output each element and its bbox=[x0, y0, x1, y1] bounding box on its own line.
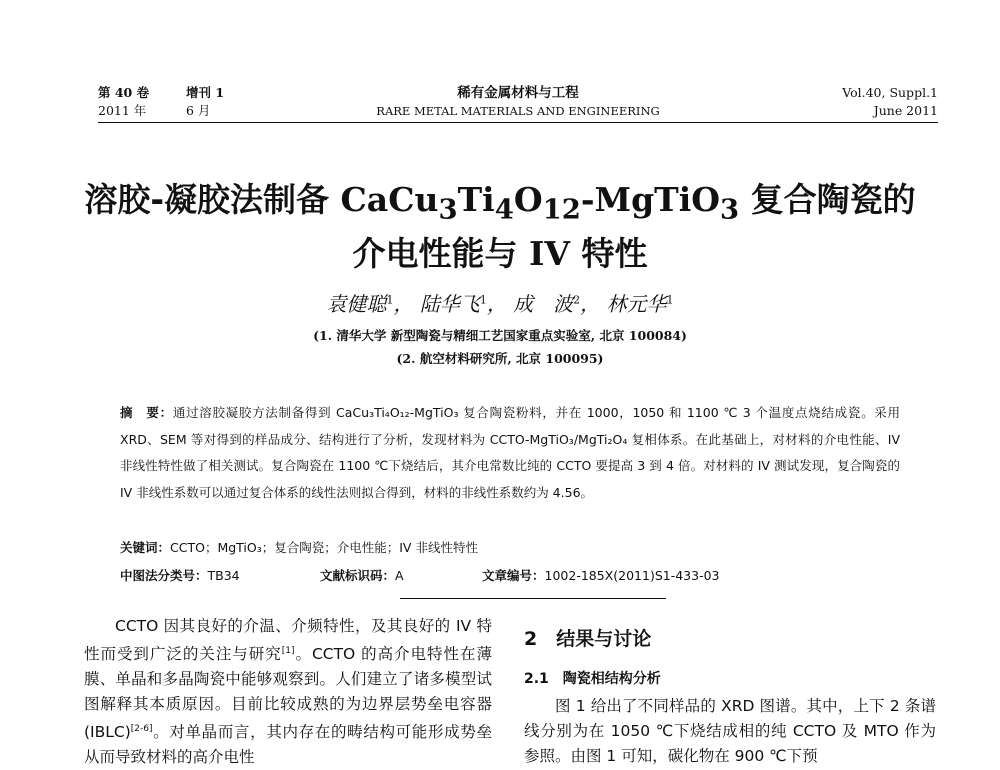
author-1: 袁健聪 bbox=[326, 292, 387, 316]
body-left-column bbox=[84, 614, 492, 770]
header-vol-en: Vol.40, Suppl.1 bbox=[842, 85, 938, 100]
author-4: 林元华 bbox=[606, 292, 667, 316]
title-formula: $CaCu_3Ti_4O_{12}-MgTiO_3$ bbox=[340, 180, 740, 226]
author-2: 陆华飞 bbox=[419, 292, 480, 316]
header-volume: 第 40 卷 bbox=[98, 85, 150, 100]
title-line-2 bbox=[60, 232, 940, 276]
author-2-affil: 1 bbox=[479, 293, 487, 307]
abstract-label: 摘 要： bbox=[120, 405, 173, 420]
classification-line bbox=[120, 566, 900, 584]
author-4-affil: 1 bbox=[666, 293, 674, 307]
title-line-1 bbox=[60, 178, 940, 232]
affiliation-2: (2. 航空材料研究所, 北京 100095) bbox=[396, 351, 604, 366]
article-number-value: 1002-185X(2011)S1-433-03 bbox=[544, 568, 720, 583]
title-part-4: 特性 bbox=[570, 233, 648, 273]
results-paragraph: 图 1 给出了不同样品的 XRD 图谱。其中，上下 2 条谱线分别为在 1050 ℃下烧结成相的纯 CCTO 及 MTO 作为参照。由图 1 可知，碳化物在 900 ℃下预 bbox=[524, 697, 936, 765]
article-number bbox=[482, 566, 720, 584]
author-3-affil: 2 bbox=[573, 293, 581, 307]
keywords-text: CCTO；MgTiO₃；复合陶瓷；介电性能；IV 非线性特性 bbox=[170, 540, 478, 555]
abstract-text: 通过溶胶凝胶方法制备得到 CaCu₃Ti₄O₁₂-MgTiO₃ 复合陶瓷粉料，并在 1000，1050 和 1100 ℃ 3 个温度点烧结成瓷。采用 XRD、SEM 等对得到的样品成分、结构进行了分析，发现材料为 CCTO-MgTiO₃/MgTi₂O₄ 复相体系。在此基础上，对材料的介电性能、IV 非线性特性做了相关测试。复合陶瓷在 1100 ℃下烧结后，其介电常数比纯的 CCTO 要提高 3 到 4 倍。对材料的 IV 测试发现，复合陶瓷的 IV 非线性系数可以通过复合体系的线性法则拟合得到，材料的非线性系数约为 4.56。 bbox=[120, 405, 900, 500]
section-divider bbox=[400, 598, 666, 599]
header-journal-cn: 稀有金属材料与工程 bbox=[457, 85, 579, 101]
intro-paragraph: CCTO 因其良好的介温、介频特性，及其良好的 IV 特性而受到广泛的关注与研究[1]。CCTO 的高介电特性在薄膜、单晶和多晶陶瓷中能够观察到。人们建立了诸多模型试图解释其本质原因。目前比较成熟的为边界层势垒电容器(IBLC)[2-6]。对单晶而言，其内存在的畴结构可能形成势垒从而导致材料的高介电性 bbox=[84, 617, 492, 767]
doc-code-value: A bbox=[395, 568, 404, 583]
header-date-en: June 2011 bbox=[873, 103, 938, 118]
header-vol-block bbox=[842, 84, 938, 120]
section-heading-results: 2 结果与讨论 bbox=[524, 628, 652, 650]
doc-code bbox=[320, 566, 404, 584]
keywords bbox=[120, 538, 478, 556]
body-right-column bbox=[524, 694, 936, 769]
clc-value: TB34 bbox=[207, 568, 240, 583]
title-part-1: 溶胶-凝胶法制备 bbox=[84, 180, 341, 219]
affiliation-1: (1. 清华大学 新型陶瓷与精细工艺国家重点实验室, 北京 100084) bbox=[313, 328, 687, 343]
header-journal-en: RARE METAL MATERIALS AND ENGINEERING bbox=[376, 104, 660, 118]
author-1-affil: 1 bbox=[386, 293, 394, 307]
keywords-label: 关键词： bbox=[120, 540, 171, 555]
title-part-3: 介电性能与 bbox=[352, 233, 529, 273]
header-journal-block bbox=[98, 84, 938, 120]
article-number-label: 文章编号： bbox=[482, 568, 545, 583]
subsection-heading-phase: 2.1 陶瓷相结构分析 bbox=[524, 671, 661, 687]
author-3: 成 波 bbox=[513, 292, 574, 316]
paper-title bbox=[60, 178, 940, 276]
header-issue: 增刊 1 bbox=[186, 85, 225, 100]
header-year: 2011 年 bbox=[98, 103, 147, 118]
title-part-2: 复合陶瓷的 bbox=[739, 180, 916, 219]
clc-label: 中图法分类号： bbox=[120, 568, 208, 583]
header-month: 6 月 bbox=[186, 103, 211, 118]
doc-code-label: 文献标识码： bbox=[320, 568, 396, 583]
abstract bbox=[120, 400, 900, 506]
running-header bbox=[98, 84, 938, 123]
author-list: 袁健聪$^1$， 陆华飞$^1$， 成 波$^2$， 林元华$^1$ bbox=[326, 292, 674, 316]
title-iv: IV bbox=[528, 233, 571, 273]
